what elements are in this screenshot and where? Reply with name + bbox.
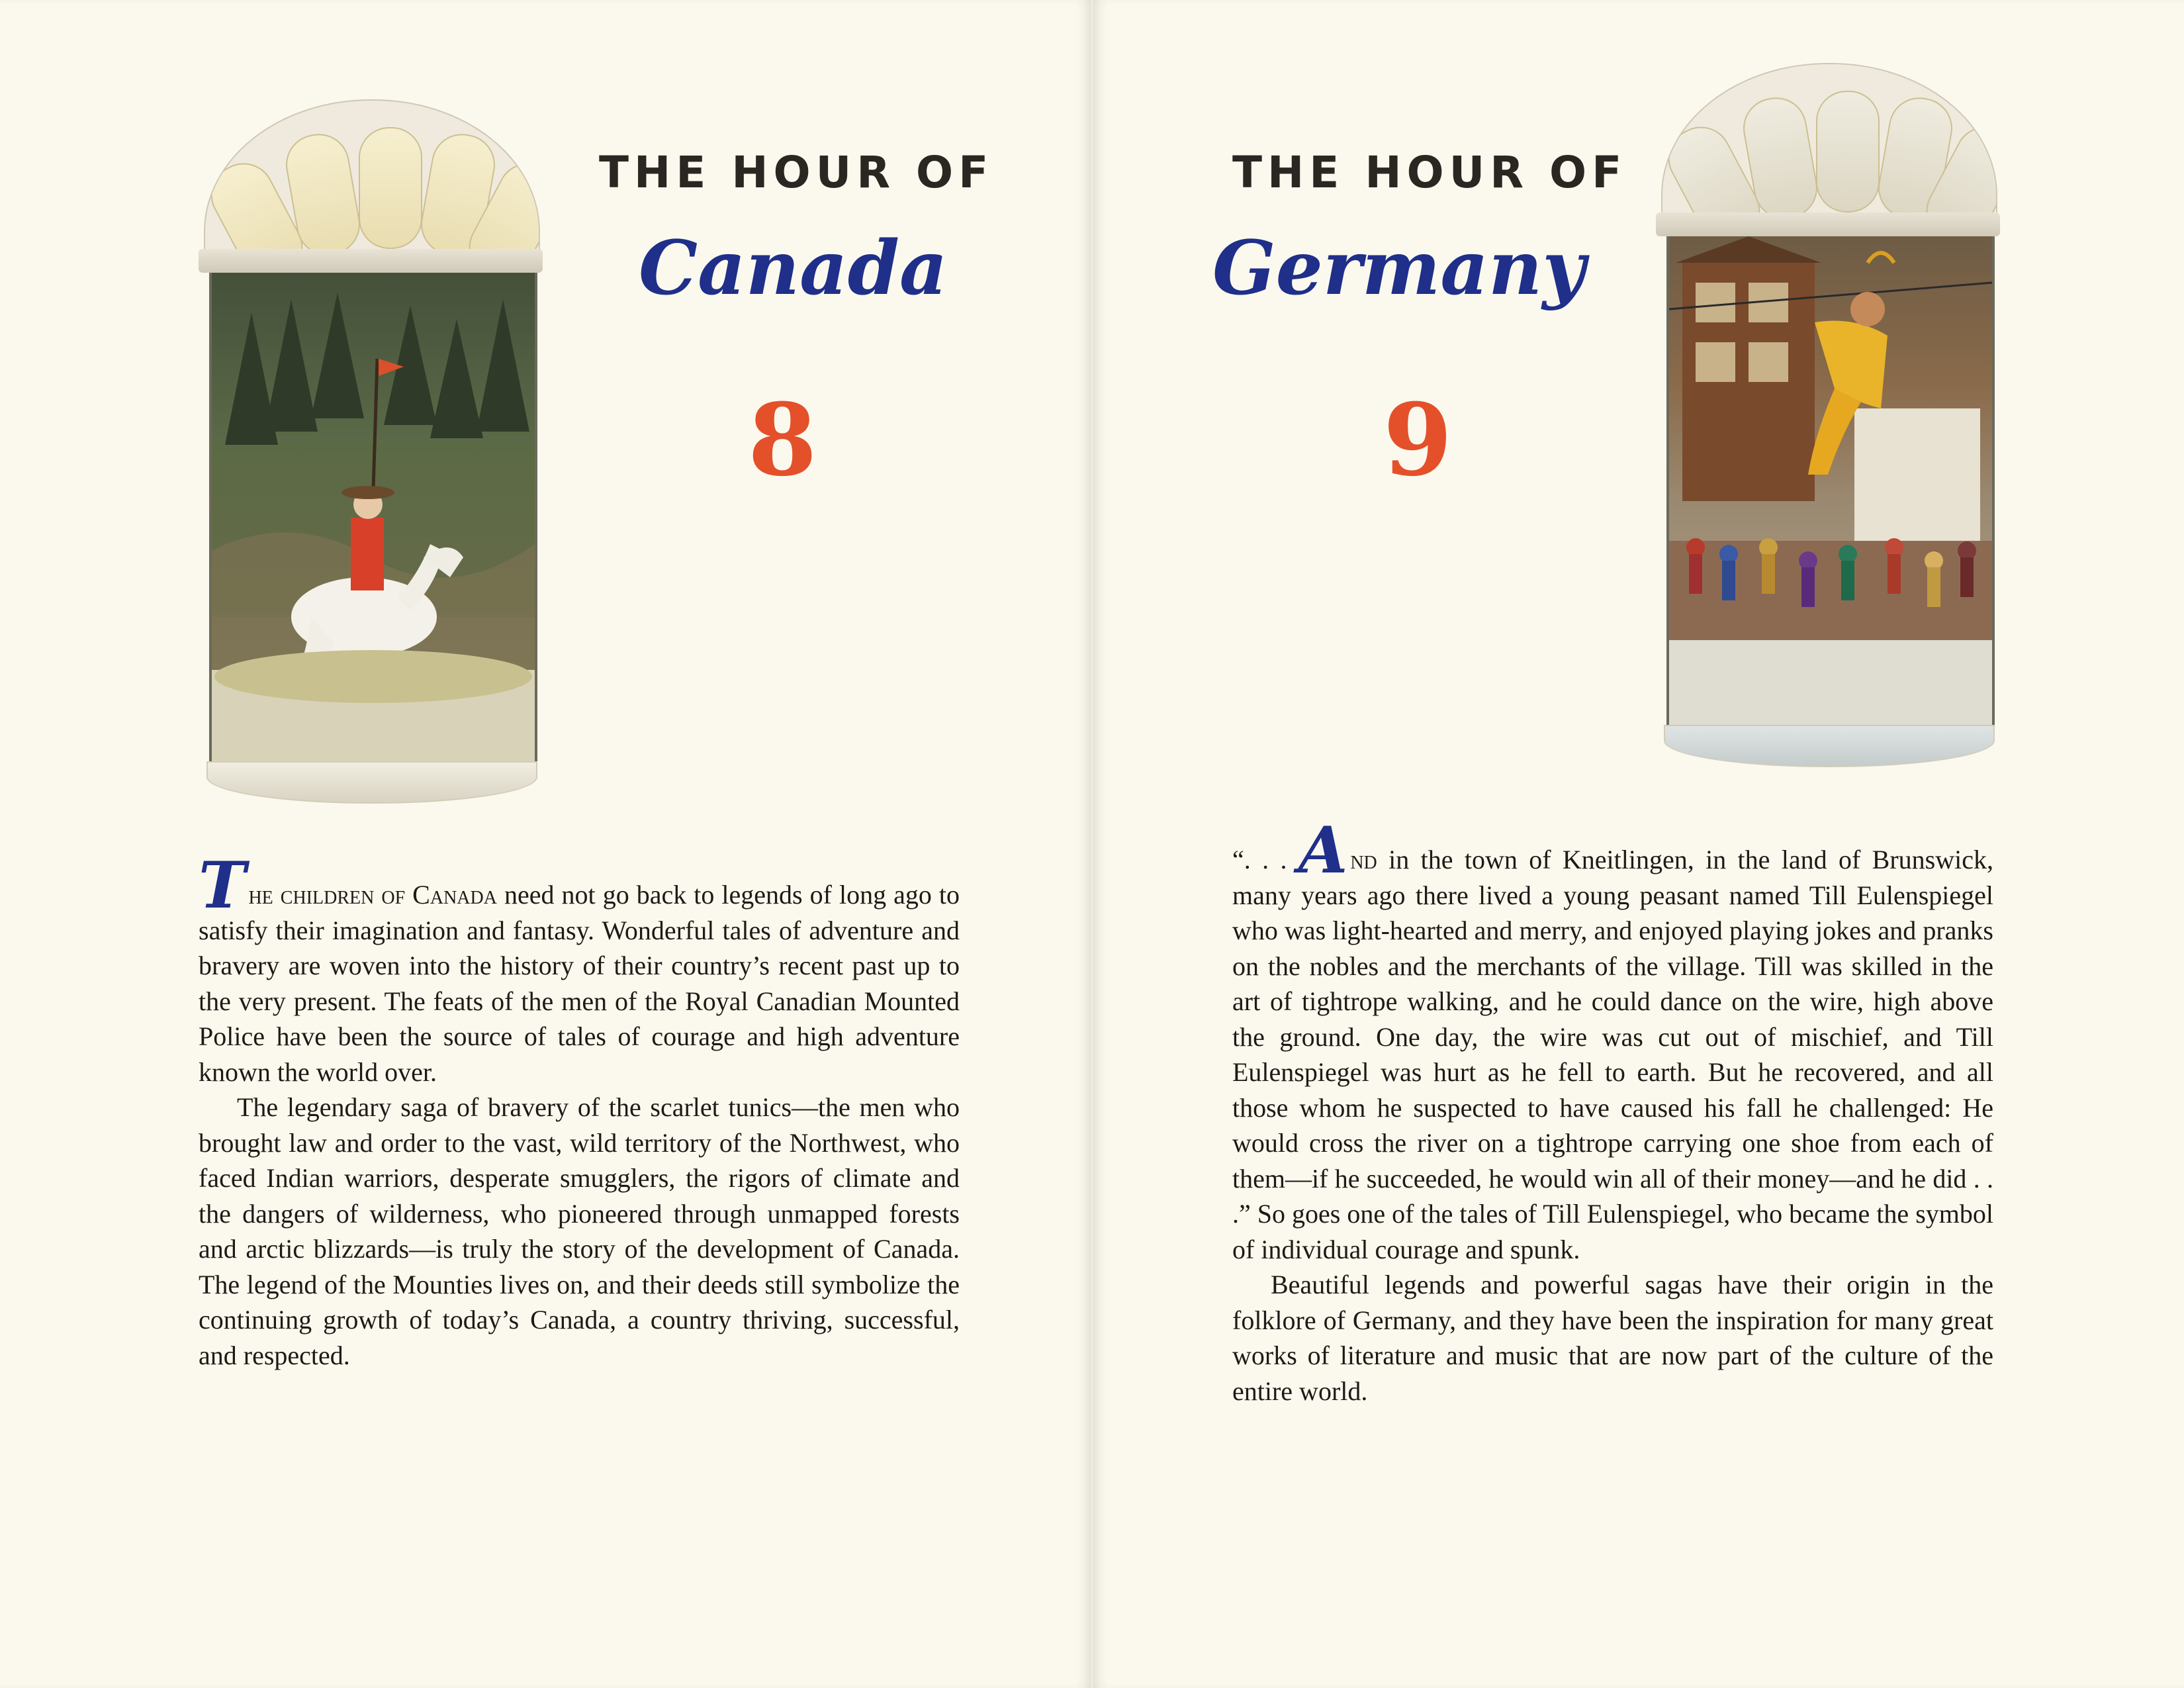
canada-clock-cabinet-illustration [199,99,543,801]
germany-paragraph-2: Beautiful legends and powerful sagas have their origin in the folklore of Germany, and they have been the inspiration for many great works of literature and music that are now part of the culture of the entire world. [1232,1270,1993,1406]
dropcap-a: A [1298,813,1348,888]
paragraph-text: need not go back to legends of long ago to satisfy their imagination and fantasy. Wonderful tales of adventure and bravery are woven into the history of their country’s recent past up to the very present. The feats of the men of the Royal Canadian Mounted Police have been the source of tales of courage and high adventure known the world over. [199,880,960,1087]
germany-clock-cabinet-illustration [1656,63,2000,765]
cabinet-rim [199,249,543,273]
till-eulenspiegel-diorama [1666,236,1995,726]
hour-number-8: 8 [748,382,817,498]
cabinet-base [206,761,537,804]
canada-paragraph-2: The legendary saga of bravery of the scarlet tunics—the men who brought law and order to the vast, wild territory of the Northwest, who faced Indian warriors, desperate smugglers, the rigors of climate and the dangers of wilderness, who pioneered through unmapped forests and arctic blizzards—is truly the story of the development of Canada. The legend of the Mounties lives on, and their deeds still symbolize the continuing growth of today’s Canada, a country thriving, successful, and respected. [199,1092,960,1370]
lead-quote: “. . . [1232,845,1298,874]
cabinet-dome [1661,63,1997,218]
hour-heading-small: THE HOUR OF [599,147,994,198]
dropcap-t: T [199,848,246,923]
right-page [1093,0,2184,1688]
paragraph-text: in the town of Kneitlingen, in the land of Brunswick, many years ago there lived a young peasant named Till Eulenspiegel who was light-hearted and merry, and enjoyed playing jokes and pranks on the nobles and the merchants of the village. Till was skilled in the art of tightrope walking, and he could dance on the wire, high above the ground. One day, the wire was cut out of mischief, and Till Eulenspiegel was hurt as he fell to earth. But he recovered, and all those whom he suspected to have caused his fall he challenged: He would cross the river on a tightrope carrying one shoe from each of them—if he succeeded, he would win all of their money—and he did . . .” So goes one of the tales of Till Eulenspiegel, who became the symbol of individual courage and spunk. [1232,845,1993,1264]
canada-paragraph-1 [199,848,960,1090]
cabinet-rim [1656,212,2000,236]
country-title-germany: Germany [1212,225,1586,312]
germany-paragraph-1 [1232,813,1993,1267]
left-page [0,0,1091,1688]
lead-smallcaps: he children of Canada [248,880,497,910]
lead-smallcaps: nd [1350,845,1377,874]
cabinet-dome [204,99,540,254]
mountie-diorama [209,273,537,763]
cabinet-base [1664,725,1995,767]
hour-number-9: 9 [1383,382,1453,498]
germany-body-text [1232,813,1993,1409]
hour-heading-small: THE HOUR OF [1232,147,1627,198]
country-title-canada: Canada [639,225,948,312]
canada-body-text [199,848,960,1373]
